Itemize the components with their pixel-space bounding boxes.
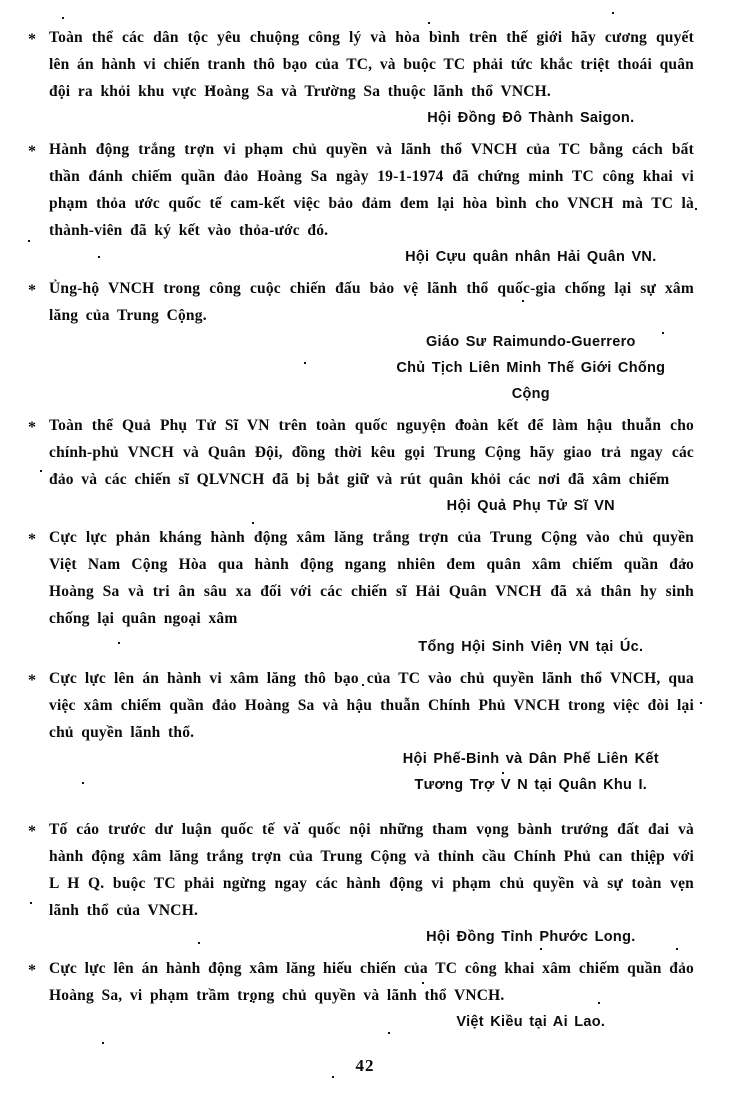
statement-text (28, 412, 694, 493)
attribution-line: Hội Phế-Binh và Dân Phế Liên Kết (402, 751, 659, 767)
bullet-asterisk: * (28, 531, 37, 548)
attribution-line: Hội Cựu quân nhân Hải Quân VN. (405, 249, 657, 265)
statement-entry (28, 955, 694, 1035)
statement-text (28, 275, 694, 329)
attribution-line: Tương Trợ V N tại Quân Khu I. (414, 777, 648, 793)
attribution-line: Hội Quả Phụ Tử Sĩ VN (446, 498, 615, 514)
statement-body: Toàn thể Quả Phụ Tử Sĩ VN trên toàn quốc nguyện đoàn kết để làm hậu thuẫn cho chính-phủ VNCH và Quân Đội, đồng thời kêu gọi Trung Cộng hãy giao trả ngay các đảo và các chiến sĩ QLVNCH đã bị bắt giữ và rút quân khỏi các nơi đã xâm chiếm (49, 417, 694, 488)
attribution-line: Giáo Sư Raimundo-Guerrero (425, 334, 636, 350)
statement-body: Cực lực phản kháng hành động xâm lăng trắng trợn của Trung Cộng vào chủ quyền Việt Nam Cộng Hòa qua hành động ngang nhiên đem quân xâm chiếm quần đảo Hoàng Sa và tri ân sâu xa đối với các chiến sĩ Hải Quân VNCH đã xả thân hy sinh chống lại quân ngoại xâm (49, 529, 694, 627)
statement-body: Ủng-hộ VNCH trong công cuộc chiến đấu bảo vệ lãnh thổ quốc-gia chống lại sự xâm lăng của Trung Cộng. (49, 280, 694, 324)
statement-entry (28, 665, 694, 798)
attribution-line: Hội Đồng Tỉnh Phước Long. (426, 929, 636, 945)
bullet-asterisk: * (28, 143, 37, 160)
attribution-block (374, 244, 687, 270)
attribution-block (374, 746, 687, 798)
bullet-asterisk: * (28, 823, 37, 840)
attribution-line: Tổng Hội Sinh Viên VN tại Úc. (418, 639, 644, 655)
statement-text (28, 955, 694, 1009)
statement-body: Toàn thể các dân tộc yêu chuộng công lý và hòa bình trên thế giới hãy cương quyết lên án hành vi chiến tranh thô bạo của TC, và buộc TC phải tức khắc triệt thoái quân đội ra khỏi khu vực Hoàng Sa và Trường Sa thuộc lãnh thổ VNCH. (49, 29, 694, 100)
bullet-asterisk: * (28, 282, 37, 299)
statement-text (28, 136, 694, 244)
statement-text (28, 524, 694, 632)
attribution-block (374, 493, 687, 519)
statement-text (28, 665, 694, 746)
attribution-block (374, 634, 687, 660)
attribution-line: Hội Đồng Đô Thành Saigon. (427, 110, 635, 126)
statement-entry (28, 412, 694, 519)
statement-body: Hành động trắng trợn vi phạm chủ quyền và lãnh thổ VNCH của TC bằng cách bất thần đánh chiếm quần đảo Hoàng Sa ngày 19-1-1974 đã chứng minh TC công khai vi phạm thỏa ước quốc tế cam-kết việc bảo đảm đem lại hòa bình cho VNCH mà TC là thành-viên đã ký kết vào thỏa-ước đó. (49, 141, 694, 239)
statement-entry (28, 275, 694, 407)
bullet-asterisk: * (28, 419, 37, 436)
statement-text (28, 24, 694, 105)
page-number: 42 (355, 1056, 375, 1075)
attribution-block (374, 1009, 687, 1035)
statement-entry (28, 24, 694, 131)
statement-entry (28, 816, 694, 950)
attribution-line: Việt Kiều tại Ai Lao. (456, 1014, 606, 1030)
attribution-block (374, 105, 687, 131)
bullet-asterisk: * (28, 962, 37, 979)
statement-body: Tố cáo trước dư luận quốc tế và quốc nội những tham vọng bành trướng đất đai và hành động xâm lăng trắng trợn của Trung Cộng và thỉnh cầu Chính Phủ can thiệp với L H Q. buộc TC phải ngừng ngay các hành động vi phạm chủ quyền và sự toàn vẹn lãnh thổ của VNCH. (49, 821, 694, 919)
statement-text (28, 816, 694, 924)
attribution-line: Chủ Tịch Liên Minh Thế Giới Chống Cộng (396, 360, 666, 402)
attribution-block (374, 329, 687, 407)
statement-body: Cực lực lên án hành vi xâm lăng thô bạo của TC vào chủ quyền lãnh thổ VNCH, qua việc xâm chiếm quần đảo Hoàng Sa và hậu thuẫn Chính Phủ VNCH trong việc đòi lại chủ quyền lãnh thổ. (49, 670, 694, 741)
bullet-asterisk: * (28, 31, 37, 48)
statement-entry (28, 524, 694, 660)
bullet-asterisk: * (28, 672, 37, 689)
attribution-block (374, 924, 687, 950)
statement-entry (28, 136, 694, 270)
statement-body: Cực lực lên án hành động xâm lăng hiếu chiến của TC công khai xâm chiếm quần đảo Hoàng Sa, vi phạm trầm trọng chủ quyền và lãnh thổ VNCH. (49, 960, 694, 1004)
